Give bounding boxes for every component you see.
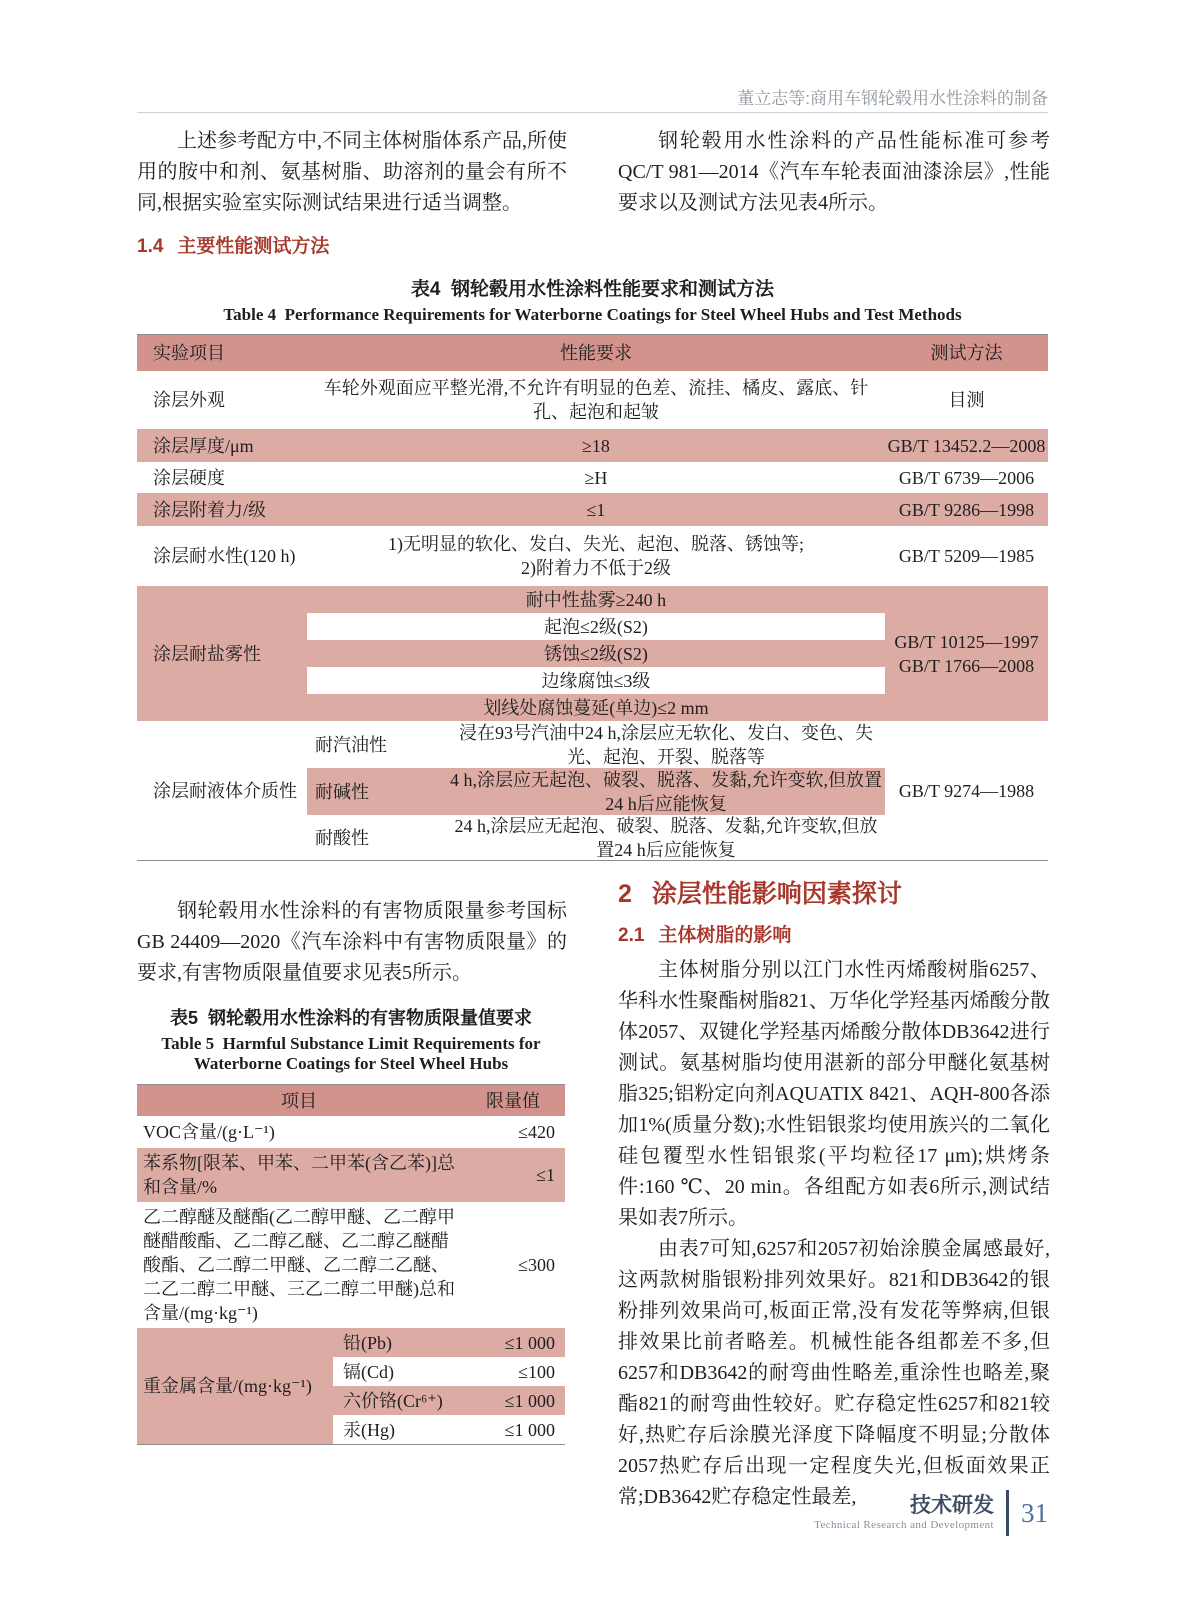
method-line: GB/T 1766—2008 [898,655,1035,676]
table-row-heavy-metals [137,1328,565,1444]
cell-item: 涂层耐水性(120 h) [153,546,296,566]
cell-limit: ≤100 [518,1361,555,1382]
cell-limit: ≤1 000 [504,1419,555,1440]
table5-header-row [137,1085,565,1116]
cell-method [885,586,1048,721]
table4-caption-en: Table 4 Performance Requirements for Waterborne Coatings for Steel Wheel Hubs and Test Methods [223,305,962,324]
metal-subrow [333,1328,565,1357]
cell-item: 涂层耐盐雾性 [153,643,261,664]
cell-limit: ≤1 000 [504,1332,555,1353]
cell-req: ≥18 [582,435,610,456]
section-heading-2 [618,874,1050,910]
cell-req: ≤1 [586,499,606,520]
section-title: 涂层性能影响因素探讨 [651,880,902,908]
section-2 [618,874,1050,1513]
table-row [137,526,1048,586]
subrow-req: 4 h,涂层应无起泡、破裂、脱落、发黏,允许变软,但放置 24 h后应能恢复 [450,769,882,814]
table-row [137,1202,565,1328]
cell-item: 苯系物[限苯、甲苯、二甲苯(含乙苯)]总和含量/% [143,1153,455,1197]
subrow-label: 耐酸性 [315,827,369,848]
table5-header-item: 项目 [281,1090,317,1111]
subrow-label: 铅(Pb) [343,1332,392,1353]
paragraph: 由表7可知,6257和2057初始涂膜金属感最好,这两款树脂银粉排列效果好。821和DB3642的银粉排列效果尚可,板面正常,没有发花等弊病,但银排效果比前者略差。机械性能各组都差不多,但6257和DB3642的耐弯曲性略差,重涂性也略差,聚酯821的耐弯曲性较好。贮存稳定性6257和821较好,热贮存后涂膜光泽度下降幅度不明显;分散体2057热贮存后出现一定程度失光,但板面效果正常;DB3642贮存稳定性最差, [618,1238,1050,1508]
cell-method: 目测 [948,390,985,410]
cell-req [307,526,885,586]
cell-req: 车轮外观面应平整光滑,不允许有明显的色差、流挂、橘皮、露底、针孔、起泡和起皱 [323,378,869,422]
salt-subrow: 划线处腐蚀蔓延(单边)≤2 mm [483,697,709,718]
cell-limit: ≤1 [536,1165,555,1185]
left-column-bottom [137,896,567,989]
subrow-label: 六价铬(Cr⁶⁺) [343,1390,443,1411]
salt-subrow: 边缘腐蚀≤3级 [307,667,885,694]
table5-caption-cn: 表5 钢轮毂用水性涂料的有害物质限量值要求 [169,1008,532,1028]
header-rule [137,112,1048,113]
section-number: 2.1 [618,925,645,946]
section-heading-1-4 [137,231,567,258]
table-row [137,493,1048,526]
table-row-salt-spray [137,586,1048,721]
paragraph: 钢轮毂用水性涂料的产品性能标准可参考QC/T 981—2014《汽车车轮表面油漆涂层》,性能要求以及测试方法见表4所示。 [618,130,1050,214]
cell-limit: ≤300 [518,1255,555,1275]
table5-header-limit: 限量值 [486,1090,540,1111]
liquid-subrow [307,721,885,768]
table-row [137,1148,565,1202]
table5-caption-en-line1: Table 5 Harmful Substance Limit Requirements for [161,1034,541,1053]
section-number: 1.4 [137,236,164,257]
cell-item: 乙二醇醚及醚酯(乙二醇甲醚、乙二醇甲醚醋酸酯、乙二醇乙醚、乙二醇乙醚醋酸酯、乙二醇二甲醚、乙二醇二乙醚、二乙二醇二甲醚、三乙二醇二甲醚)总和含量/(mg·kg⁻¹) [143,1207,455,1323]
table4-header-item: 实验项目 [153,343,225,363]
cell-method: GB/T 6739—2006 [898,467,1035,488]
left-column-top [137,126,567,258]
footer-labels [814,1494,994,1533]
table4-block [137,274,1048,861]
liquid-subrow [307,768,885,815]
metal-subrow [333,1386,565,1415]
table4-header-req: 性能要求 [560,343,632,363]
table-row [137,1116,565,1148]
table4-header-row [137,335,1048,371]
cell-item-merged: 重金属含量/(mg·kg⁻¹) [137,1328,333,1444]
table-row [137,429,1048,462]
running-header: 董立志等:商用车钢轮毂用水性涂料的制备 [737,89,1048,108]
cell-item: 涂层硬度 [153,467,225,488]
table-row [137,371,1048,429]
subrow-req: 24 h,涂层应无起泡、破裂、脱落、发黏,允许变软,但放置24 h后应能恢复 [454,815,878,860]
heavy-metal-subrows [333,1328,565,1444]
cell-method: GB/T 9274—1988 [898,780,1035,801]
table-row [137,462,1048,493]
subrow-label: 镉(Cd) [343,1361,394,1382]
metal-subrow [333,1415,565,1444]
page-footer [137,1490,1048,1536]
salt-subrow: 锈蚀≤2级(S2) [544,643,648,664]
cell-method: GB/T 5209—1985 [898,546,1035,566]
subrow-label: 耐碱性 [315,781,369,802]
footer-section-cn: 技术研发 [910,1493,994,1517]
cell-req: ≥H [584,467,608,488]
salt-spray-subrows [307,586,885,721]
cell-item: 涂层厚度/μm [153,435,254,456]
section-heading-2-1 [618,920,1050,947]
liquid-media-subrows [307,721,885,860]
paragraph: 上述参考配方中,不同主体树脂体系产品,所使用的胺中和剂、氨基树脂、助溶剂的量会有所不同,根据实验室实际测试结果进行适当调整。 [137,130,567,214]
subrow-label: 耐汽油性 [315,734,387,755]
cell-item: 涂层耐液体介质性 [153,780,297,801]
table4-header-method: 测试方法 [930,343,1003,363]
liquid-subrow [307,815,885,860]
table5-block [137,1004,565,1445]
cell-limit: ≤420 [518,1122,555,1142]
page-number: 31 [1021,1497,1048,1528]
section-title: 主体树脂的影响 [658,925,792,946]
paragraph: 主体树脂分别以江门水性丙烯酸树脂6257、华科水性聚酯树脂821、万华化学羟基丙烯酸分散体2057、双键化学羟基丙烯酸分散体DB3642进行测试。氨基树脂均使用湛新的部分甲醚化氨基树脂325;铝粉定向剂AQUATIX 8421、AQH-800各添加1%(质量分数);水性铝银浆均使用族兴的二氧化硅包覆型水性铝银浆(平均粒径17 μm);烘烤条件:160 ℃、20 min。各组配方如表6所示,测试结果如表7所示。 [618,959,1050,1229]
table5 [137,1084,565,1445]
salt-subrow: 起泡≤2级(S2) [307,613,885,640]
footer-section-en: Technical Research and Development [814,1518,994,1531]
cell-item: 涂层附着力/级 [153,499,267,520]
cell-item: VOC含量/(g·L⁻¹) [143,1122,275,1142]
footer-divider [1006,1490,1009,1536]
req-line: 2)附着力不低于2级 [521,558,671,578]
req-line: 1)无明显的软化、发白、失光、起泡、脱落、锈蚀等; [388,534,804,554]
method-line: GB/T 10125—1997 [894,631,1039,652]
cell-limit: ≤1 000 [504,1390,555,1411]
section-number: 2 [618,880,632,908]
right-column-top [618,126,1050,219]
subrow-req: 浸在93号汽油中24 h,涂层应无软化、发白、变色、失光、起泡、开裂、脱落等 [459,722,873,767]
cell-method: GB/T 9286—1998 [898,499,1035,520]
cell-item: 涂层外观 [153,390,225,410]
metal-subrow [333,1357,565,1386]
table4 [137,334,1048,861]
salt-subrow: 耐中性盐雾≥240 h [525,589,667,610]
section-title: 主要性能测试方法 [177,236,330,257]
table4-caption-cn: 表4 钢轮毂用水性涂料性能要求和测试方法 [410,279,775,300]
cell-method: GB/T 13452.2—2008 [887,435,1046,456]
table-row-liquid-media [137,721,1048,860]
paragraph: 钢轮毂用水性涂料的有害物质限量参考国标GB 24409—2020《汽车涂料中有害物质限量》的要求,有害物质限量值要求见表5所示。 [137,900,567,984]
table5-caption-en-line2: Waterborne Coatings for Steel Wheel Hubs [193,1054,509,1073]
subrow-label: 汞(Hg) [343,1419,395,1440]
